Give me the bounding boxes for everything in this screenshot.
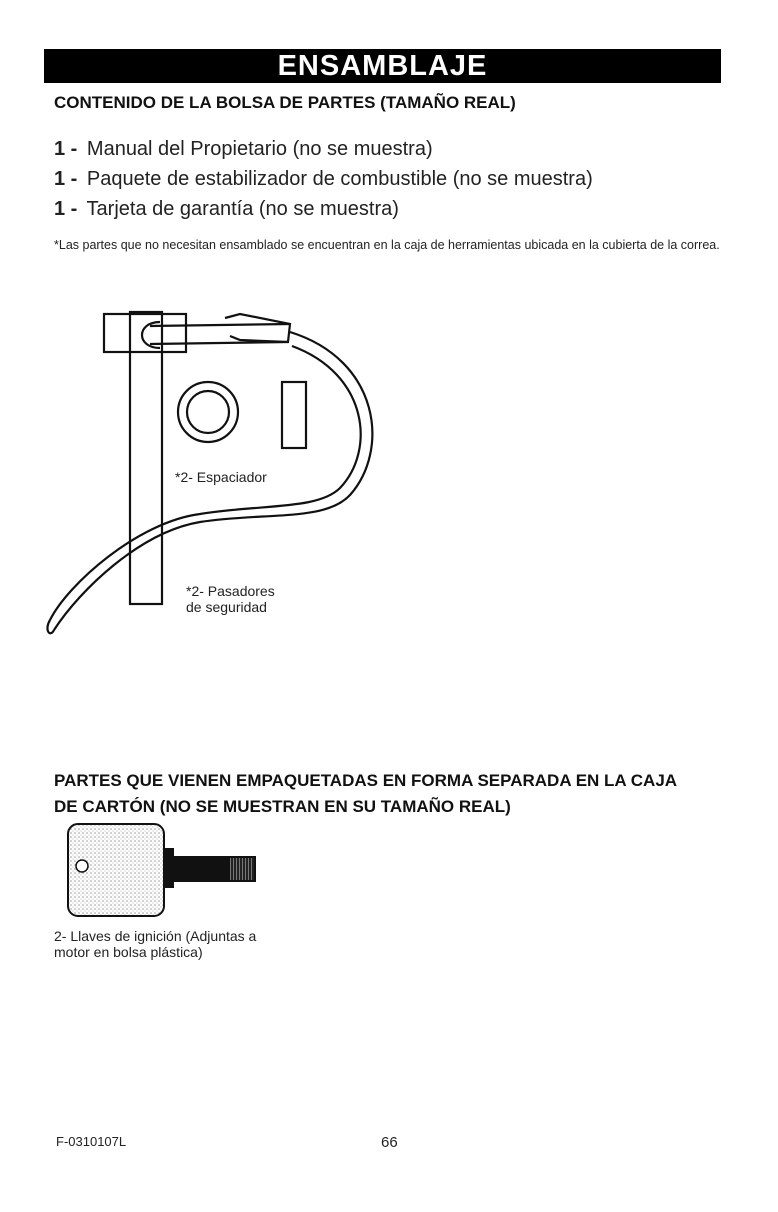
list-item (54, 196, 399, 222)
item-quantity: 1 - (54, 138, 78, 160)
key-caption-line1: 2- Llaves de ignición (Adjuntas a (54, 928, 257, 944)
item-text: Manual del Propietario (no se muestra) (86, 138, 433, 160)
document-code: F-0310107L (56, 1134, 127, 1149)
key-neck (164, 848, 174, 888)
pins-caption-line1: *2- Pasadores (186, 583, 275, 599)
item-quantity: 1 - (54, 198, 78, 220)
spacer-ring-inner (187, 391, 229, 433)
item-text: Paquete de estabilizador de combustible (no se muestra) (86, 168, 593, 190)
ignition-key-illustration (62, 820, 262, 920)
page-number: 66 (381, 1134, 398, 1151)
hairpin-clip-end (225, 314, 290, 342)
spacer-caption: *2- Espaciador (175, 469, 267, 485)
parts-bag-heading: CONTENIDO DE LA BOLSA DE PARTES (TAMAÑO REAL) (54, 93, 516, 112)
footnote: *Las partes que no necesitan ensamblado se encuentran en la caja de herramientas ubicada en la cubierta de la correa. (54, 238, 720, 252)
clevis-pin-head (104, 314, 186, 352)
key-caption-line2: motor en bolsa plástica) (54, 944, 203, 960)
list-item (54, 136, 433, 162)
item-text: Tarjeta de garantía (no se muestra) (86, 198, 399, 220)
separate-parts-heading-line2: DE CARTÓN (NO SE MUESTRAN EN SU TAMAÑO REAL) (54, 797, 511, 816)
item-quantity: 1 - (54, 168, 78, 190)
list-item (54, 166, 593, 192)
pins-caption-line2: de seguridad (186, 599, 267, 615)
key-ring-hole (76, 860, 88, 872)
section-banner: ENSAMBLAJE (44, 49, 721, 83)
spacer-side-view (282, 382, 306, 448)
clevis-pin-shaft (130, 312, 162, 604)
separate-parts-heading-line1: PARTES QUE VIENEN EMPAQUETADAS EN FORMA SEPARADA EN LA CAJA (54, 771, 678, 790)
